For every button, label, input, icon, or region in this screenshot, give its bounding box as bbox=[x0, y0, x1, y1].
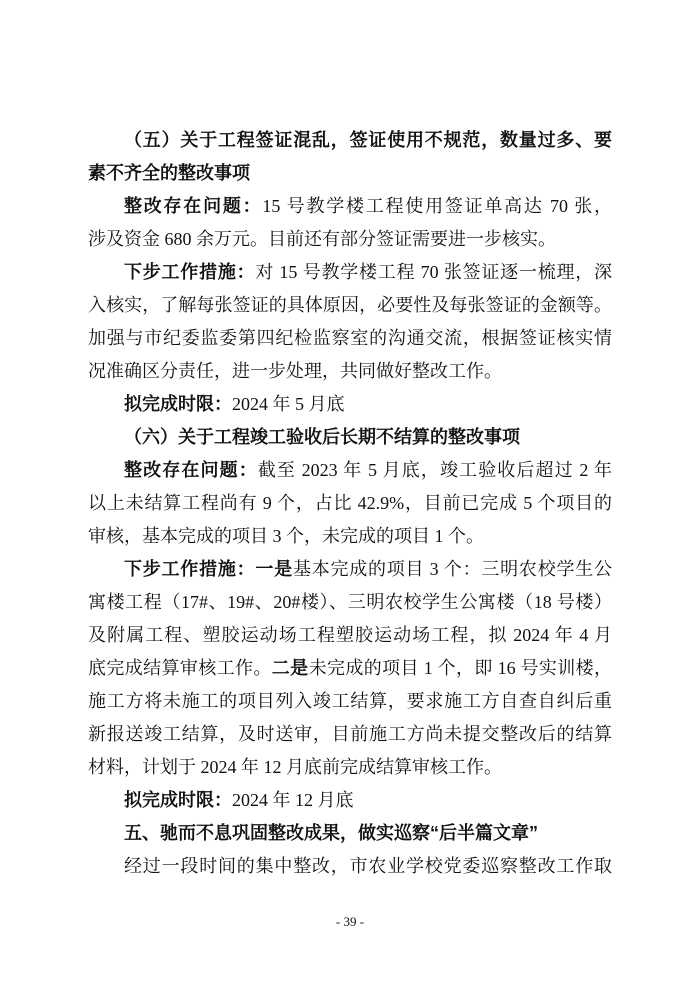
section5-measures-label: 下步工作措施： bbox=[124, 262, 256, 282]
section5-problem-line-2 bbox=[88, 223, 612, 256]
section6-problem-text-3: 审核，基本完成的项目 3 个，未完成的项目 1 个。 bbox=[88, 526, 484, 546]
chapter5-heading-text: 五、驰而不息巩固整改成果，做实巡察“后半篇文章” bbox=[124, 823, 538, 843]
section6-problem-text-2: 以上未结算工程尚有 9 个，占比 42.9%，目前已完成 5 个项目的 bbox=[88, 493, 612, 513]
section6-measures-label: 下步工作措施： bbox=[124, 559, 256, 579]
section6-measures-text-1: 基本完成的项目 3 个：三明农校学生公 bbox=[292, 559, 612, 579]
section5-measures-line-2 bbox=[88, 289, 612, 322]
section5-deadline-value: 2024 年 5 月底 bbox=[232, 394, 345, 414]
chapter5-heading-line bbox=[88, 817, 612, 850]
chapter5-body-text-1: 经过一段时间的集中整改，市农业学校党委巡察整改工作取 bbox=[124, 856, 612, 876]
document-body bbox=[88, 124, 612, 883]
section5-heading-text-2: 素不齐全的整改事项 bbox=[88, 163, 250, 183]
section6-problem-line-2 bbox=[88, 487, 612, 520]
section5-measures-text-2: 入核实，了解每张签证的具体原因，必要性及每张签证的金额等。 bbox=[88, 295, 612, 315]
section6-problem-line-1 bbox=[88, 454, 612, 487]
section6-heading-line bbox=[88, 421, 612, 454]
section6-measures-text-4a: 底完成结算审核工作。 bbox=[88, 658, 272, 678]
section6-heading-text: （六）关于工程竣工验收后长期不结算的整改事项 bbox=[124, 427, 520, 447]
section6-deadline-label: 拟完成时限： bbox=[124, 790, 232, 810]
section6-measures-line-1 bbox=[88, 553, 612, 586]
page-number: - 39 - bbox=[335, 914, 365, 929]
section6-measures-text-2: 寓楼工程（17#、19#、20#楼）、三明农校学生公寓楼（18 号楼） bbox=[88, 592, 612, 612]
section6-measures-line-5 bbox=[88, 685, 612, 718]
section5-measures-line-1 bbox=[88, 256, 612, 289]
section5-deadline-label: 拟完成时限： bbox=[124, 394, 232, 414]
section6-measures-line-3 bbox=[88, 619, 612, 652]
section6-measures-text-7: 材料，计划于 2024 年 12 月底前完成结算审核工作。 bbox=[88, 757, 502, 777]
section5-measures-line-3 bbox=[88, 322, 612, 355]
section6-measures-text-4b: 未完成的项目 1 个，即 16 号实训楼， bbox=[308, 658, 612, 678]
section5-problem-label: 整改存在问题： bbox=[124, 196, 263, 216]
section5-heading-line-1 bbox=[88, 124, 612, 157]
section6-point2-label: 二是 bbox=[271, 658, 309, 678]
section5-deadline-line bbox=[88, 388, 612, 421]
section6-problem-text-1: 截至 2023 年 5 月底，竣工验收后超过 2 年 bbox=[257, 460, 612, 480]
section5-heading-line-2 bbox=[88, 157, 612, 190]
section6-deadline-line bbox=[88, 784, 612, 817]
section5-measures-text-4: 况准确区分责任，进一步处理，共同做好整改工作。 bbox=[88, 361, 502, 381]
section6-measures-line-7 bbox=[88, 751, 612, 784]
section5-problem-text-1: 15 号教学楼工程使用签证单高达 70 张， bbox=[262, 196, 612, 216]
section6-measures-line-2 bbox=[88, 586, 612, 619]
section6-measures-line-6 bbox=[88, 718, 612, 751]
section6-deadline-value: 2024 年 12 月底 bbox=[232, 790, 354, 810]
section6-measures-line-4 bbox=[88, 652, 612, 685]
section6-problem-line-3 bbox=[88, 520, 612, 553]
section5-measures-line-4 bbox=[88, 355, 612, 388]
section6-measures-text-3: 及附属工程、塑胶运动场工程塑胶运动场工程，拟 2024 年 4 月 bbox=[88, 625, 612, 645]
section6-measures-text-5: 施工方将未施工的项目列入竣工结算，要求施工方自查自纠后重 bbox=[88, 691, 612, 711]
section5-measures-text-1: 对 15 号教学楼工程 70 张签证逐一梳理，深 bbox=[255, 262, 612, 282]
chapter5-body-line-1 bbox=[88, 850, 612, 883]
section5-heading-text-1: （五）关于工程签证混乱，签证使用不规范，数量过多、要 bbox=[124, 130, 612, 150]
section5-measures-text-3: 加强与市纪委监委第四纪检监察室的沟通交流，根据签证核实情 bbox=[88, 328, 612, 348]
section5-problem-line-1 bbox=[88, 190, 612, 223]
section6-point1-label: 一是 bbox=[255, 559, 293, 579]
section5-problem-text-2: 涉及资金 680 余万元。目前还有部分签证需要进一步核实。 bbox=[88, 229, 556, 249]
section6-problem-label: 整改存在问题： bbox=[124, 460, 258, 480]
section6-measures-text-6: 新报送竣工结算，及时送审，目前施工方尚未提交整改后的结算 bbox=[88, 724, 612, 744]
